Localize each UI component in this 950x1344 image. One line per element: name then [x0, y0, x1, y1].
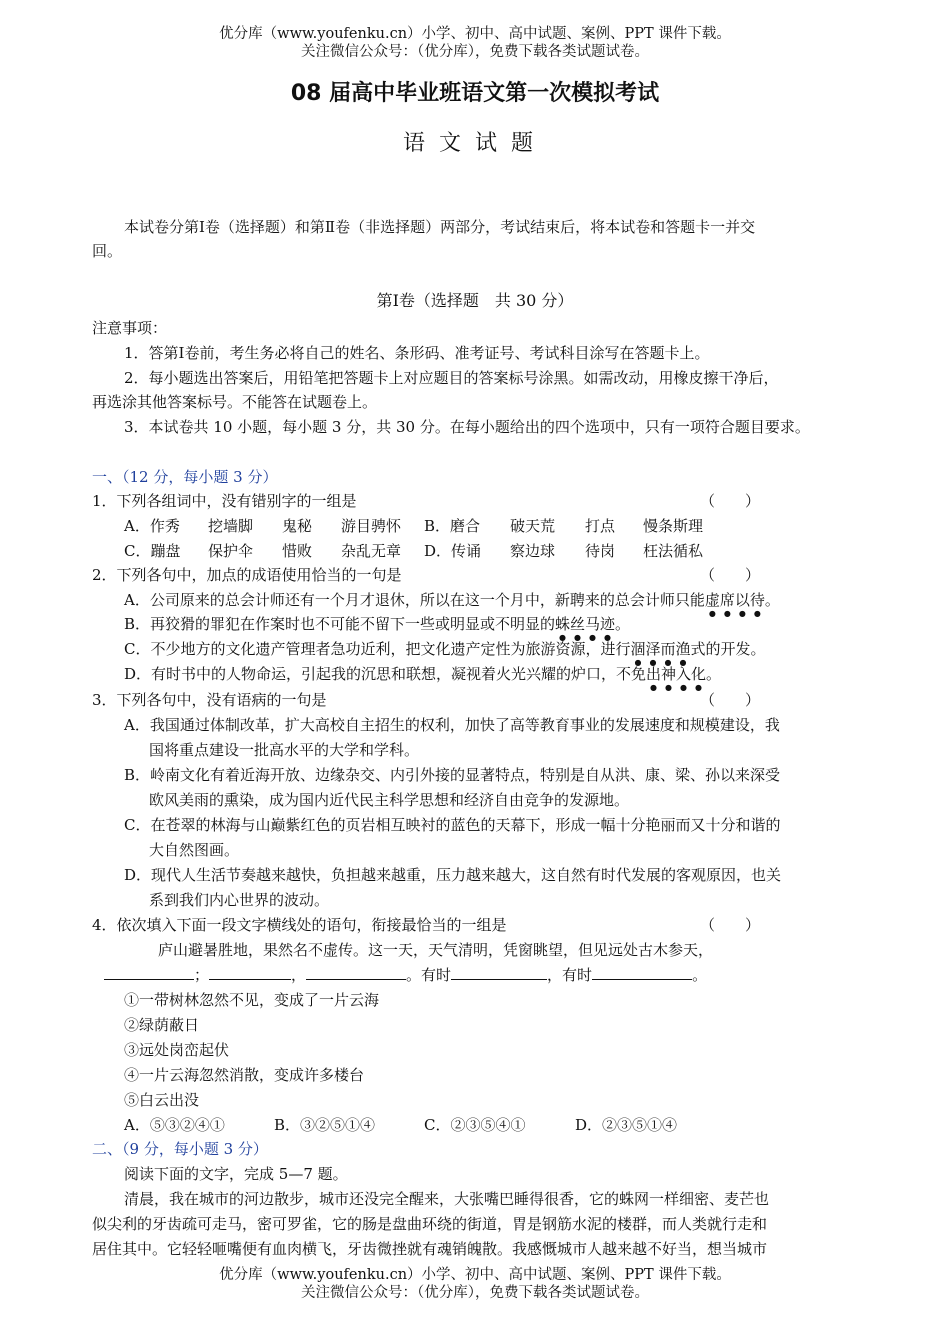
q2-c-text: C．不少地方的文化遗产管理者急功近利，把文化遗产定性为旅游资源，进行 — [124, 640, 631, 658]
q4-stem: 4．依次填入下面一段文字横线处的语句，衔接最恰当的一组是 — [92, 916, 507, 934]
note-2a: 2．每小题选出答案后，用铅笔把答题卡上对应题目的答案标号涂黑。如需改动，用橡皮擦干净后， — [124, 369, 779, 387]
q4-sep-2: ， — [291, 966, 307, 984]
q1-option-b-word-4: 慢条斯理 — [643, 517, 704, 535]
part-1-number: 一、 — [92, 468, 123, 486]
reading-paragraph-line-1: 清晨，我在城市的河边散步，城市还没完全醒来，大张嘴巴睡得很香，它的蛛网一样细密、麦芒也 — [124, 1190, 770, 1208]
q4-option-c: C．②③⑤④① — [424, 1116, 526, 1134]
q4-sep-3: 。有时 — [406, 966, 452, 984]
q1-option-c-word-2: 保护伞 — [208, 542, 254, 560]
part-1-heading — [92, 466, 277, 488]
q1-option-c-word-1: C．蹦盘 — [124, 542, 181, 560]
intro-line-2: 回。 — [92, 242, 123, 260]
q4-item-2: ②绿荫蔽日 — [124, 1016, 200, 1034]
q1-option-c-word-4: 杂乱无章 — [341, 542, 402, 560]
q2-b-idiom: 蛛丝马迹 — [555, 615, 616, 633]
q4-blank-1 — [104, 965, 194, 980]
q3-option-c-line-1: C．在苍翠的林海与山巅紫红色的页岩相互映衬的蓝色的天幕下，形成一幅十分艳丽而又十分和谐的 — [124, 816, 781, 834]
q4-passage: 庐山避暑胜地，果然名不虚传。这一天，天气清明，凭窗眺望，但见远处古木参天， — [158, 941, 714, 959]
note-1: 1．答第Ⅰ卷前，考生务必将自己的姓名、条形码、准考证号、考试科目涂写在答题卡上。 — [124, 344, 710, 362]
q1-option-d-word-3: 待岗 — [585, 542, 616, 560]
q3-option-a-line-1: A．我国通过体制改革，扩大高校自主招生的权利，加快了高等教育事业的发展速度和规模建设，我 — [124, 716, 780, 734]
q2-b-end: 。 — [615, 615, 631, 633]
reading-paragraph-line-3: 居住其中。它轻轻咂嘴便有血肉横飞，牙齿微挫就有魂销魄散。我感慨城市人越来越不好当，想当城市 — [92, 1240, 768, 1258]
q1-option-a-word-1: A．作秀 — [124, 517, 180, 535]
part-2-score: （9 分，每小题 3 分） — [122, 1140, 268, 1158]
note-3: 3．本试卷共 10 小题，每小题 3 分，共 30 分。在每小题给出的四个选项中，只有一项符合题目要求。 — [124, 418, 810, 436]
section-1-title: 第Ⅰ卷（选择题 共 30 分） — [376, 291, 574, 310]
q1-option-b-word-3: 打点 — [585, 517, 616, 535]
notes-label: 注意事项： — [92, 319, 168, 337]
q2-c-end: 式的开发。 — [690, 640, 766, 658]
q1-option-b-word-2: 破天荒 — [510, 517, 556, 535]
q3-stem: 3．下列各句中，没有语病的一句是 — [92, 691, 327, 709]
q1-option-b-word-1: B．磨合 — [424, 517, 481, 535]
q1-option-d-word-1: D．传诵 — [424, 542, 482, 560]
footer-line-2: 关注微信公众号：（优分库），免费下载各类试题试卷。 — [301, 1285, 649, 1301]
q1-option-d-word-4: 枉法循私 — [643, 542, 704, 560]
reading-paragraph-line-2: 似尖利的牙齿疏可走马，密可罗雀，它的肠是盘曲环绕的街道，胃是钢筋水泥的楼群，而人类就行走和 — [92, 1215, 768, 1233]
q2-a-end: 。 — [764, 591, 780, 609]
q1-option-c-word-3: 惜败 — [282, 542, 313, 560]
q2-stem: 2．下列各句中，加点的成语使用恰当的一句是 — [92, 566, 402, 584]
q4-option-d: D．②③⑤①④ — [575, 1116, 678, 1134]
q2-a-idiom: 虚席以待 — [704, 591, 765, 609]
reading-instruction: 阅读下面的文字，完成 5—7 题。 — [124, 1165, 348, 1183]
q2-d-text: D．有时书中的人物命运，引起我的沉思和联想，凝视着火光兴耀的炉口，不免 — [124, 665, 647, 683]
q2-d-idiom: 出神入化 — [646, 665, 707, 683]
part-2-heading — [92, 1138, 268, 1160]
q3-option-b-line-1: B．岭南文化有着近海开放、边缘杂交、内引外接的显著特点，特别是自从洪、康、梁、孙以来深受 — [124, 766, 781, 784]
q4-option-a: A．⑤③②④① — [124, 1116, 225, 1134]
q3-option-a-line-2: 国将重点建设一批高水平的大学和学科。 — [149, 741, 420, 759]
q4-answer-paren: （ ） — [700, 916, 761, 934]
q2-d-end: 。 — [706, 665, 722, 683]
q4-sep-4: ，有时 — [547, 966, 593, 984]
q4-sep-5: 。 — [692, 966, 708, 984]
q1-answer-paren: （ ） — [700, 492, 761, 510]
exam-subtitle: 语文试题 — [402, 131, 547, 156]
q4-item-3: ③远处岗峦起伏 — [124, 1041, 230, 1059]
q3-option-d-line-2: 系到我们内心世界的波动。 — [149, 891, 330, 909]
q4-sep-1: ； — [194, 966, 210, 984]
note-2b: 再选涂其他答案标号。不能答在试题卷上。 — [92, 393, 378, 411]
q4-item-5: ⑤白云出没 — [124, 1091, 200, 1109]
q4-option-b: B．③②⑤①④ — [274, 1116, 376, 1134]
q2-b-text: B．再狡猾的罪犯在作案时也不可能不留下一些或明显或不明显的 — [124, 615, 556, 633]
part-1-score: （12 分，每小题 3 分） — [122, 468, 278, 486]
q4-blank-4 — [451, 965, 547, 980]
q4-blank-2 — [209, 965, 291, 980]
footer-line-1: 优分库（www.youfenku.cn）小学、初中、高中试题、案例、PPT 课件下载。 — [219, 1267, 731, 1283]
q4-item-4: ④一片云海忽然消散，变成许多楼台 — [124, 1066, 365, 1084]
q1-option-a-word-2: 挖墙脚 — [208, 517, 254, 535]
q4-blanks-line — [104, 964, 707, 986]
part-2-number: 二、 — [92, 1140, 123, 1158]
q3-option-d-line-1: D．现代人生活节奏越来越快，负担越来越重，压力越来越大，这自然有时代发展的客观原因，也关 — [124, 866, 782, 884]
q1-option-a-word-3: 鬼秘 — [282, 517, 313, 535]
q2-a-text: A．公司原来的总会计师还有一个月才退休，所以在这一个月中，新聘来的总会计师只能 — [124, 591, 705, 609]
exam-title: 08 届高中毕业班语文第一次模拟考试 — [290, 81, 660, 106]
q2-c-idiom: 涸泽而渔 — [630, 640, 691, 658]
q1-option-a-word-4: 游目骋怀 — [341, 517, 402, 535]
q3-answer-paren: （ ） — [700, 691, 761, 709]
q4-blank-3 — [306, 965, 406, 980]
q2-answer-paren: （ ） — [700, 566, 761, 584]
q3-option-c-line-2: 大自然图画。 — [149, 841, 240, 859]
header-line-2: 关注微信公众号：（优分库），免费下载各类试题试卷。 — [301, 44, 649, 60]
q4-blank-5 — [592, 965, 692, 980]
intro-line-1: 本试卷分第Ⅰ卷（选择题）和第Ⅱ卷（非选择题）两部分，考试结束后，将本试卷和答题卡一并交 — [124, 218, 756, 236]
q2-option-d — [124, 663, 721, 692]
q3-option-b-line-2: 欧风美雨的熏染，成为国内近代民主科学思想和经济自由竞争的发源地。 — [149, 791, 630, 809]
q1-option-d-word-2: 察边球 — [510, 542, 556, 560]
q1-stem: 1．下列各组词中，没有错别字的一组是 — [92, 492, 357, 510]
q4-item-1: ①一带树林忽然不见，变成了一片云海 — [124, 991, 380, 1009]
header-line-1: 优分库（www.youfenku.cn）小学、初中、高中试题、案例、PPT 课件下载。 — [219, 26, 731, 42]
